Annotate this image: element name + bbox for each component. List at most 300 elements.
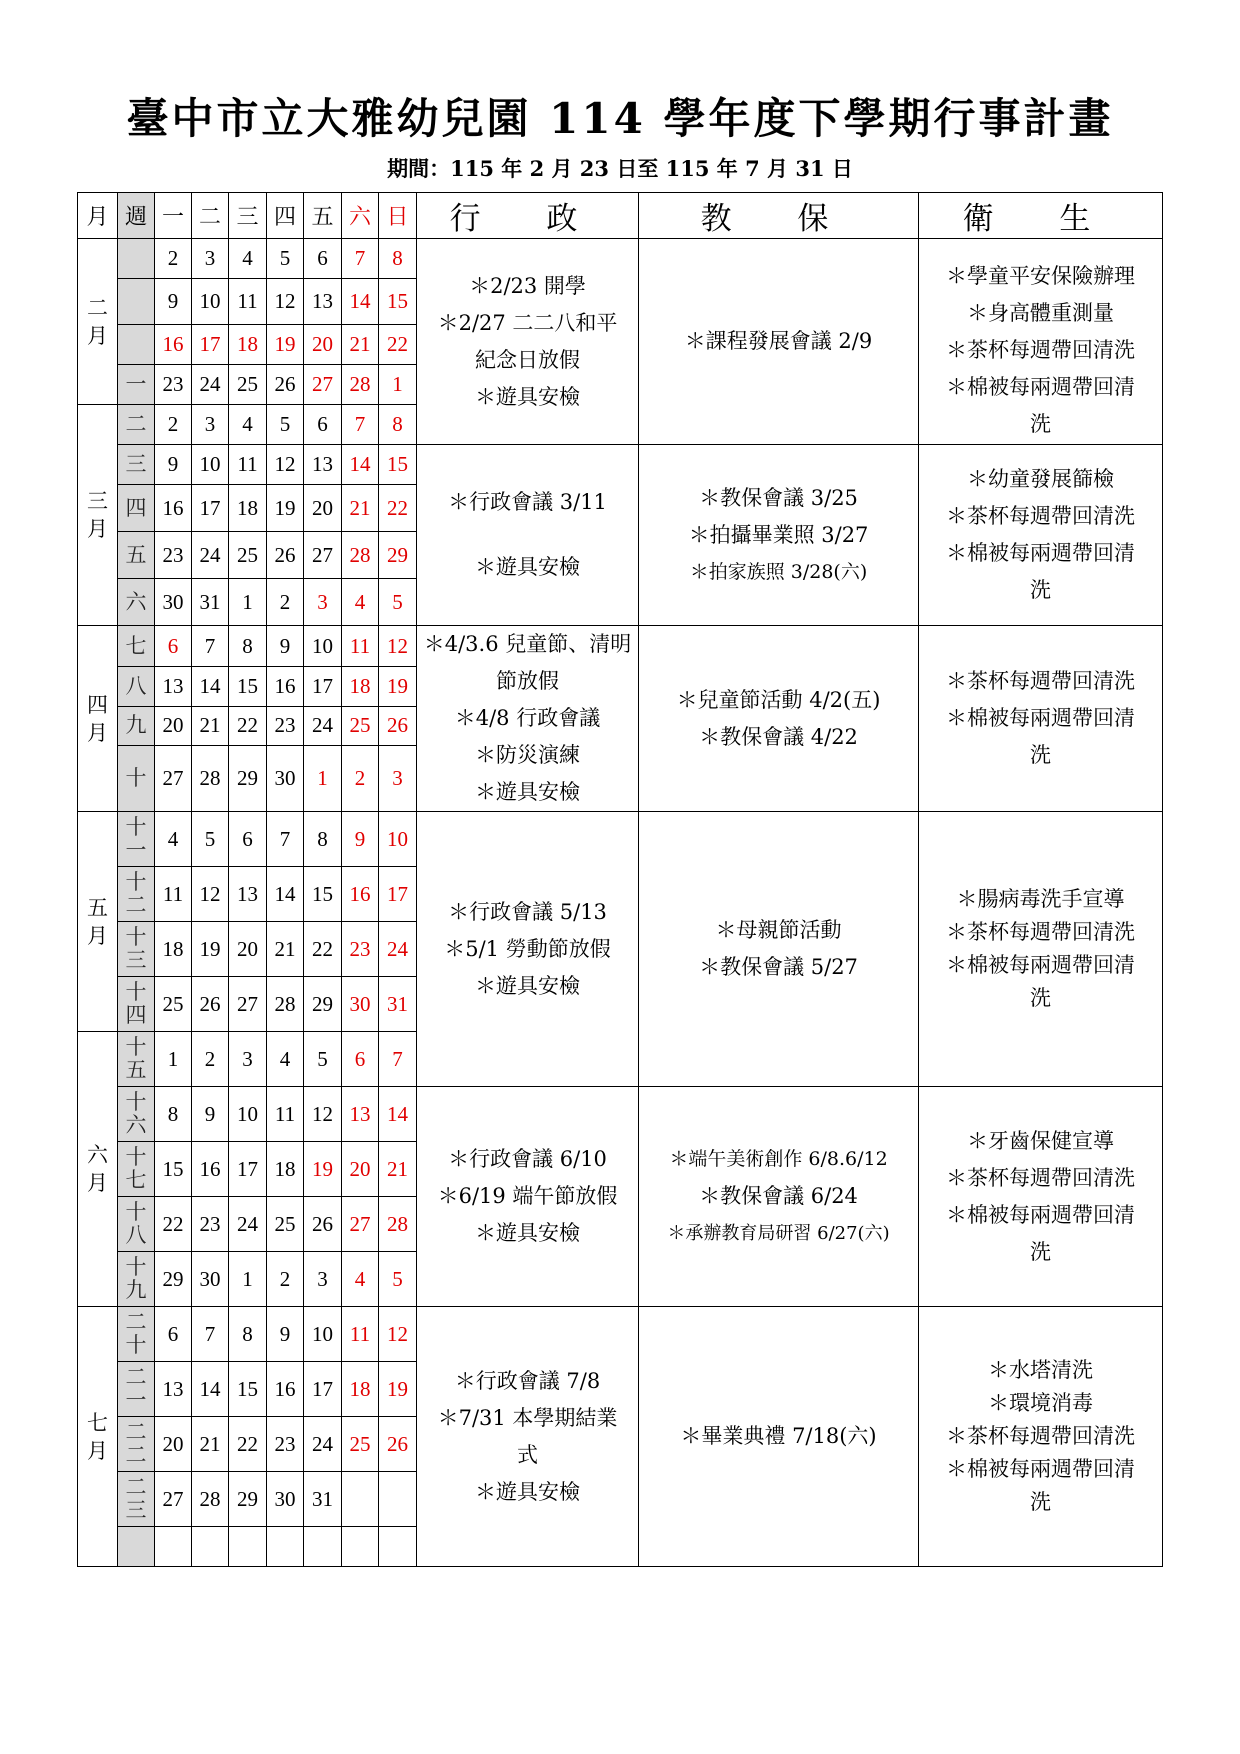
day-cell: 6 xyxy=(304,405,342,445)
day-cell: 18 xyxy=(267,1142,304,1197)
admin-cell xyxy=(417,239,639,445)
health-item: ＊茶杯每週帶回清洗 xyxy=(946,338,1135,362)
day-cell: 21 xyxy=(267,922,304,977)
week-label: 十 三 xyxy=(118,922,155,977)
week-label: 十 六 xyxy=(118,1087,155,1142)
health-item: ＊腸病毒洗手宣導 xyxy=(956,887,1125,911)
day-cell: 27 xyxy=(304,365,342,405)
health-cell xyxy=(919,626,1163,812)
month-label: 四月 xyxy=(78,626,118,812)
day-cell: 7 xyxy=(267,812,304,867)
admin-item: ＊遊具安檢 xyxy=(475,384,580,409)
day-cell: 16 xyxy=(267,667,304,706)
health-item: ＊茶杯每週帶回清洗 xyxy=(946,1165,1135,1190)
week-label: 四 xyxy=(118,485,155,532)
day-cell: 28 xyxy=(192,1472,229,1527)
day-cell: 20 xyxy=(229,922,267,977)
day-cell: 2 xyxy=(342,745,379,811)
day-cell: 29 xyxy=(304,977,342,1032)
week-label xyxy=(118,239,155,279)
health-item: ＊棉被每兩週帶回清 xyxy=(946,541,1135,565)
health-item: 洗 xyxy=(1030,412,1051,436)
day-cell xyxy=(304,1527,342,1567)
day-cell: 10 xyxy=(192,279,229,325)
day-cell: 17 xyxy=(379,867,417,922)
day-cell: 11 xyxy=(229,279,267,325)
page-title: 臺中市立大雅幼兒園 114 學年度下學期行事計畫 xyxy=(126,94,1114,143)
health-cell xyxy=(919,1087,1163,1307)
admin-item: ＊行政會議 5/13 xyxy=(448,899,607,924)
health-item: ＊茶杯每週帶回清洗 xyxy=(946,1424,1135,1448)
week-label: 十 八 xyxy=(118,1197,155,1252)
health-item: ＊牙齒保健宣導 xyxy=(967,1128,1114,1153)
admin-item: ＊行政會議 6/10 xyxy=(448,1147,607,1171)
day-cell: 1 xyxy=(229,1252,267,1307)
week-label: 十 一 xyxy=(118,812,155,867)
day-cell: 26 xyxy=(379,706,417,745)
day-cell: 21 xyxy=(379,1142,417,1197)
day-cell: 10 xyxy=(379,812,417,867)
education-item: ＊承辦教育局研習 6/27(六) xyxy=(667,1223,890,1244)
health-item: 洗 xyxy=(1030,1490,1051,1514)
day-cell: 7 xyxy=(192,1307,229,1362)
health-item: 洗 xyxy=(1030,986,1051,1010)
day-cell: 12 xyxy=(267,445,304,485)
health-item: ＊茶杯每週帶回清洗 xyxy=(946,669,1135,693)
day-cell xyxy=(229,1527,267,1567)
day-cell: 20 xyxy=(342,1142,379,1197)
day-cell: 5 xyxy=(192,812,229,867)
day-cell: 4 xyxy=(342,1252,379,1307)
education-item: ＊兒童節活動 4/2(五) xyxy=(676,687,881,712)
health-item: 洗 xyxy=(1030,1239,1051,1264)
day-cell: 8 xyxy=(304,812,342,867)
admin-item: ＊遊具安檢 xyxy=(475,555,580,579)
header-education: 教 保 xyxy=(639,193,919,239)
day-cell: 13 xyxy=(155,1362,192,1417)
day-cell: 18 xyxy=(342,667,379,706)
admin-item: ＊遊具安檢 xyxy=(475,1221,580,1245)
day-cell: 21 xyxy=(342,325,379,365)
day-cell: 13 xyxy=(304,279,342,325)
day-cell: 4 xyxy=(155,812,192,867)
day-cell: 10 xyxy=(304,626,342,667)
education-item: ＊課程發展會議 2/9 xyxy=(684,329,873,353)
day-cell: 20 xyxy=(304,485,342,532)
day-cell: 6 xyxy=(229,812,267,867)
week-row xyxy=(78,1307,1163,1362)
day-cell: 15 xyxy=(229,667,267,706)
admin-item: ＊2/23 開學 xyxy=(469,273,586,298)
header-day: 六 xyxy=(342,193,379,239)
day-cell: 31 xyxy=(192,579,229,626)
day-cell: 12 xyxy=(192,867,229,922)
admin-item: ＊遊具安檢 xyxy=(475,780,580,804)
day-cell: 15 xyxy=(379,445,417,485)
admin-item: ＊防災演練 xyxy=(475,743,580,767)
header-day: 日 xyxy=(379,193,417,239)
day-cell: 28 xyxy=(379,1197,417,1252)
health-item: ＊學童平安保險辦理 xyxy=(946,264,1135,288)
day-cell: 30 xyxy=(267,1472,304,1527)
day-cell: 16 xyxy=(155,485,192,532)
day-cell: 6 xyxy=(155,1307,192,1362)
day-cell: 14 xyxy=(379,1087,417,1142)
health-item: ＊棉被每兩週帶回清 xyxy=(946,706,1135,730)
day-cell: 7 xyxy=(342,405,379,445)
day-cell: 28 xyxy=(342,532,379,579)
day-cell: 23 xyxy=(267,1417,304,1472)
day-cell: 8 xyxy=(379,239,417,279)
day-cell: 31 xyxy=(379,977,417,1032)
day-cell: 29 xyxy=(379,532,417,579)
week-label: 一 xyxy=(118,365,155,405)
day-cell: 6 xyxy=(342,1032,379,1087)
day-cell: 27 xyxy=(229,977,267,1032)
day-cell: 5 xyxy=(304,1032,342,1087)
day-cell xyxy=(342,1472,379,1527)
admin-item: ＊5/1 勞動節放假 xyxy=(444,936,611,961)
day-cell: 1 xyxy=(229,579,267,626)
day-cell: 10 xyxy=(192,445,229,485)
education-item: ＊教保會議 4/22 xyxy=(699,724,858,749)
admin-item: ＊7/31 本學期結業 xyxy=(437,1405,618,1430)
health-item: ＊身高體重測量 xyxy=(967,301,1114,325)
day-cell: 25 xyxy=(155,977,192,1032)
week-row xyxy=(78,1087,1163,1142)
education-item: ＊教保會議 5/27 xyxy=(699,955,858,979)
day-cell: 20 xyxy=(155,1417,192,1472)
week-label: 二 十 xyxy=(118,1307,155,1362)
month-label: 六月 xyxy=(78,1032,118,1307)
day-cell: 24 xyxy=(379,922,417,977)
day-cell: 5 xyxy=(379,579,417,626)
day-cell: 25 xyxy=(342,1417,379,1472)
day-cell: 12 xyxy=(379,626,417,667)
day-cell: 23 xyxy=(155,532,192,579)
day-cell: 26 xyxy=(192,977,229,1032)
day-cell: 24 xyxy=(192,365,229,405)
day-cell: 6 xyxy=(304,239,342,279)
week-label: 二 三 xyxy=(118,1472,155,1527)
day-cell: 25 xyxy=(342,706,379,745)
day-cell: 27 xyxy=(155,745,192,811)
day-cell: 23 xyxy=(155,365,192,405)
day-cell: 22 xyxy=(229,1417,267,1472)
education-cell xyxy=(639,626,919,812)
education-item: ＊端午美術創作 6/8.6/12 xyxy=(669,1148,888,1170)
day-cell: 17 xyxy=(192,325,229,365)
day-cell: 25 xyxy=(229,532,267,579)
day-cell: 19 xyxy=(267,485,304,532)
day-cell xyxy=(379,1527,417,1567)
day-cell: 27 xyxy=(342,1197,379,1252)
day-cell: 18 xyxy=(342,1362,379,1417)
day-cell: 4 xyxy=(267,1032,304,1087)
day-cell: 8 xyxy=(229,1307,267,1362)
day-cell: 19 xyxy=(379,667,417,706)
day-cell: 16 xyxy=(155,325,192,365)
day-cell: 16 xyxy=(192,1142,229,1197)
header-day: 四 xyxy=(267,193,304,239)
day-cell: 23 xyxy=(342,922,379,977)
day-cell: 2 xyxy=(267,1252,304,1307)
day-cell: 29 xyxy=(229,745,267,811)
day-cell: 14 xyxy=(342,279,379,325)
day-cell: 1 xyxy=(304,745,342,811)
day-cell: 13 xyxy=(342,1087,379,1142)
day-cell: 28 xyxy=(192,745,229,811)
education-item: ＊拍家族照 3/28(六) xyxy=(689,560,868,583)
day-cell: 10 xyxy=(304,1307,342,1362)
day-cell xyxy=(192,1527,229,1567)
health-item: ＊環境消毒 xyxy=(988,1391,1093,1415)
week-label: 十 xyxy=(118,745,155,811)
day-cell: 9 xyxy=(267,1307,304,1362)
admin-item: ＊遊具安檢 xyxy=(475,1479,580,1504)
day-cell: 22 xyxy=(379,485,417,532)
week-label: 十 七 xyxy=(118,1142,155,1197)
day-cell: 19 xyxy=(267,325,304,365)
day-cell: 24 xyxy=(304,706,342,745)
admin-item: ＊遊具安檢 xyxy=(475,973,580,998)
day-cell: 9 xyxy=(342,812,379,867)
health-item: ＊棉被每兩週帶回清 xyxy=(946,1202,1135,1227)
day-cell: 19 xyxy=(304,1142,342,1197)
week-label: 十 五 xyxy=(118,1032,155,1087)
day-cell: 26 xyxy=(267,532,304,579)
month-label: 七月 xyxy=(78,1307,118,1567)
day-cell: 17 xyxy=(192,485,229,532)
education-cell xyxy=(639,812,919,1087)
day-cell: 22 xyxy=(229,706,267,745)
day-cell: 21 xyxy=(342,485,379,532)
day-cell: 2 xyxy=(192,1032,229,1087)
week-label: 七 xyxy=(118,626,155,667)
month-label: 五月 xyxy=(78,812,118,1032)
day-cell: 17 xyxy=(229,1142,267,1197)
education-cell xyxy=(639,1087,919,1307)
day-cell: 29 xyxy=(229,1472,267,1527)
day-cell: 13 xyxy=(155,667,192,706)
health-item: ＊茶杯每週帶回清洗 xyxy=(946,504,1135,528)
week-label: 二 一 xyxy=(118,1362,155,1417)
day-cell: 3 xyxy=(304,1252,342,1307)
day-cell: 11 xyxy=(155,867,192,922)
education-item: ＊拍攝畢業照 3/27 xyxy=(688,522,869,547)
header-day: 三 xyxy=(229,193,267,239)
education-cell xyxy=(639,445,919,626)
day-cell: 27 xyxy=(155,1472,192,1527)
header-day: 五 xyxy=(304,193,342,239)
day-cell: 12 xyxy=(379,1307,417,1362)
header-admin: 行 政 xyxy=(417,193,639,239)
day-cell: 15 xyxy=(229,1362,267,1417)
health-item: ＊棉被每兩週帶回清 xyxy=(946,953,1135,977)
admin-item: 節放假 xyxy=(496,669,559,693)
admin-item: ＊行政會議 7/8 xyxy=(454,1368,601,1393)
day-cell: 27 xyxy=(304,532,342,579)
admin-cell xyxy=(417,1307,639,1567)
day-cell: 25 xyxy=(267,1197,304,1252)
day-cell: 21 xyxy=(192,706,229,745)
header-week: 週 xyxy=(118,193,155,239)
week-label xyxy=(118,279,155,325)
day-cell: 11 xyxy=(342,1307,379,1362)
health-cell xyxy=(919,1307,1163,1567)
admin-item: ＊4/8 行政會議 xyxy=(454,706,601,730)
week-row xyxy=(78,626,1163,667)
period-subtitle: 期間：115 年 2 月 23 日至 115 年 7 月 31 日 xyxy=(387,156,853,181)
day-cell: 17 xyxy=(304,667,342,706)
header-month: 月 xyxy=(78,193,118,239)
day-cell: 14 xyxy=(192,1362,229,1417)
education-cell xyxy=(639,1307,919,1567)
education-item: ＊教保會議 6/24 xyxy=(699,1184,858,1208)
month-label: 三月 xyxy=(78,405,118,626)
week-label: 十 二 xyxy=(118,867,155,922)
day-cell: 1 xyxy=(379,365,417,405)
day-cell: 14 xyxy=(342,445,379,485)
week-label: 三 xyxy=(118,445,155,485)
day-cell: 20 xyxy=(155,706,192,745)
day-cell: 26 xyxy=(379,1417,417,1472)
day-cell: 2 xyxy=(155,239,192,279)
header-day: 一 xyxy=(155,193,192,239)
day-cell: 28 xyxy=(342,365,379,405)
day-cell: 11 xyxy=(342,626,379,667)
day-cell: 30 xyxy=(342,977,379,1032)
admin-cell xyxy=(417,626,639,812)
week-label: 九 xyxy=(118,706,155,745)
week-label: 六 xyxy=(118,579,155,626)
day-cell: 9 xyxy=(192,1087,229,1142)
day-cell: 19 xyxy=(379,1362,417,1417)
day-cell xyxy=(342,1527,379,1567)
day-cell: 29 xyxy=(155,1252,192,1307)
day-cell: 28 xyxy=(267,977,304,1032)
day-cell: 5 xyxy=(267,239,304,279)
day-cell: 10 xyxy=(229,1087,267,1142)
health-item: ＊棉被每兩週帶回清 xyxy=(946,1457,1135,1481)
admin-cell xyxy=(417,1087,639,1307)
day-cell: 11 xyxy=(229,445,267,485)
day-cell: 18 xyxy=(229,325,267,365)
admin-item: ＊4/3.6 兒童節、清明 xyxy=(423,632,632,656)
week-row xyxy=(78,812,1163,867)
day-cell xyxy=(379,1472,417,1527)
day-cell: 26 xyxy=(267,365,304,405)
admin-item: ＊2/27 二二八和平 xyxy=(437,310,618,335)
education-item: ＊畢業典禮 7/18(六) xyxy=(680,1424,877,1448)
day-cell: 4 xyxy=(229,239,267,279)
day-cell: 16 xyxy=(342,867,379,922)
week-label: 二 xyxy=(118,405,155,445)
week-row xyxy=(78,239,1163,279)
day-cell: 7 xyxy=(342,239,379,279)
day-cell: 12 xyxy=(267,279,304,325)
day-cell: 11 xyxy=(267,1087,304,1142)
header-health: 衛 生 xyxy=(919,193,1163,239)
day-cell: 24 xyxy=(192,532,229,579)
day-cell: 25 xyxy=(229,365,267,405)
day-cell: 21 xyxy=(192,1417,229,1472)
health-item: 洗 xyxy=(1030,578,1051,602)
day-cell: 22 xyxy=(155,1197,192,1252)
health-item: ＊水塔清洗 xyxy=(988,1358,1093,1382)
day-cell: 3 xyxy=(304,579,342,626)
day-cell: 9 xyxy=(155,279,192,325)
education-cell xyxy=(639,239,919,445)
day-cell: 22 xyxy=(379,325,417,365)
education-item: ＊教保會議 3/25 xyxy=(699,485,858,510)
day-cell: 31 xyxy=(304,1472,342,1527)
health-item: ＊茶杯每週帶回清洗 xyxy=(946,920,1135,944)
week-label: 十 九 xyxy=(118,1252,155,1307)
day-cell: 17 xyxy=(304,1362,342,1417)
day-cell: 30 xyxy=(192,1252,229,1307)
day-cell: 13 xyxy=(229,867,267,922)
day-cell: 8 xyxy=(379,405,417,445)
day-cell: 18 xyxy=(229,485,267,532)
day-cell: 20 xyxy=(304,325,342,365)
day-cell: 30 xyxy=(155,579,192,626)
day-cell: 7 xyxy=(379,1032,417,1087)
month-label: 二月 xyxy=(78,239,118,405)
day-cell: 8 xyxy=(155,1087,192,1142)
day-cell: 3 xyxy=(192,239,229,279)
health-cell xyxy=(919,812,1163,1087)
day-cell: 1 xyxy=(155,1032,192,1087)
week-label: 五 xyxy=(118,532,155,579)
schedule-table xyxy=(77,192,1163,1567)
day-cell: 22 xyxy=(304,922,342,977)
health-item: ＊棉被每兩週帶回清 xyxy=(946,375,1135,399)
admin-item: 紀念日放假 xyxy=(475,347,580,372)
day-cell: 19 xyxy=(192,922,229,977)
admin-item: ＊行政會議 3/11 xyxy=(448,490,607,514)
day-cell: 23 xyxy=(267,706,304,745)
health-item: 洗 xyxy=(1030,743,1051,767)
health-item: ＊幼童發展篩檢 xyxy=(967,467,1114,491)
week-label: 二 二 xyxy=(118,1417,155,1472)
day-cell: 6 xyxy=(155,626,192,667)
day-cell: 3 xyxy=(379,745,417,811)
day-cell: 2 xyxy=(267,579,304,626)
admin-item: ＊6/19 端午節放假 xyxy=(437,1184,618,1208)
day-cell: 14 xyxy=(267,867,304,922)
header-row xyxy=(78,193,1163,239)
week-label xyxy=(118,325,155,365)
admin-cell xyxy=(417,445,639,626)
day-cell: 5 xyxy=(379,1252,417,1307)
header-day: 二 xyxy=(192,193,229,239)
day-cell: 24 xyxy=(304,1417,342,1472)
admin-item: 式 xyxy=(517,1442,538,1467)
day-cell: 8 xyxy=(229,626,267,667)
day-cell: 7 xyxy=(192,626,229,667)
day-cell: 3 xyxy=(229,1032,267,1087)
day-cell: 2 xyxy=(155,405,192,445)
day-cell: 18 xyxy=(155,922,192,977)
education-item: ＊母親節活動 xyxy=(715,918,842,942)
week-label: 八 xyxy=(118,667,155,706)
day-cell: 3 xyxy=(192,405,229,445)
week-label xyxy=(118,1527,155,1567)
week-label: 十 四 xyxy=(118,977,155,1032)
day-cell: 24 xyxy=(229,1197,267,1252)
day-cell: 4 xyxy=(342,579,379,626)
